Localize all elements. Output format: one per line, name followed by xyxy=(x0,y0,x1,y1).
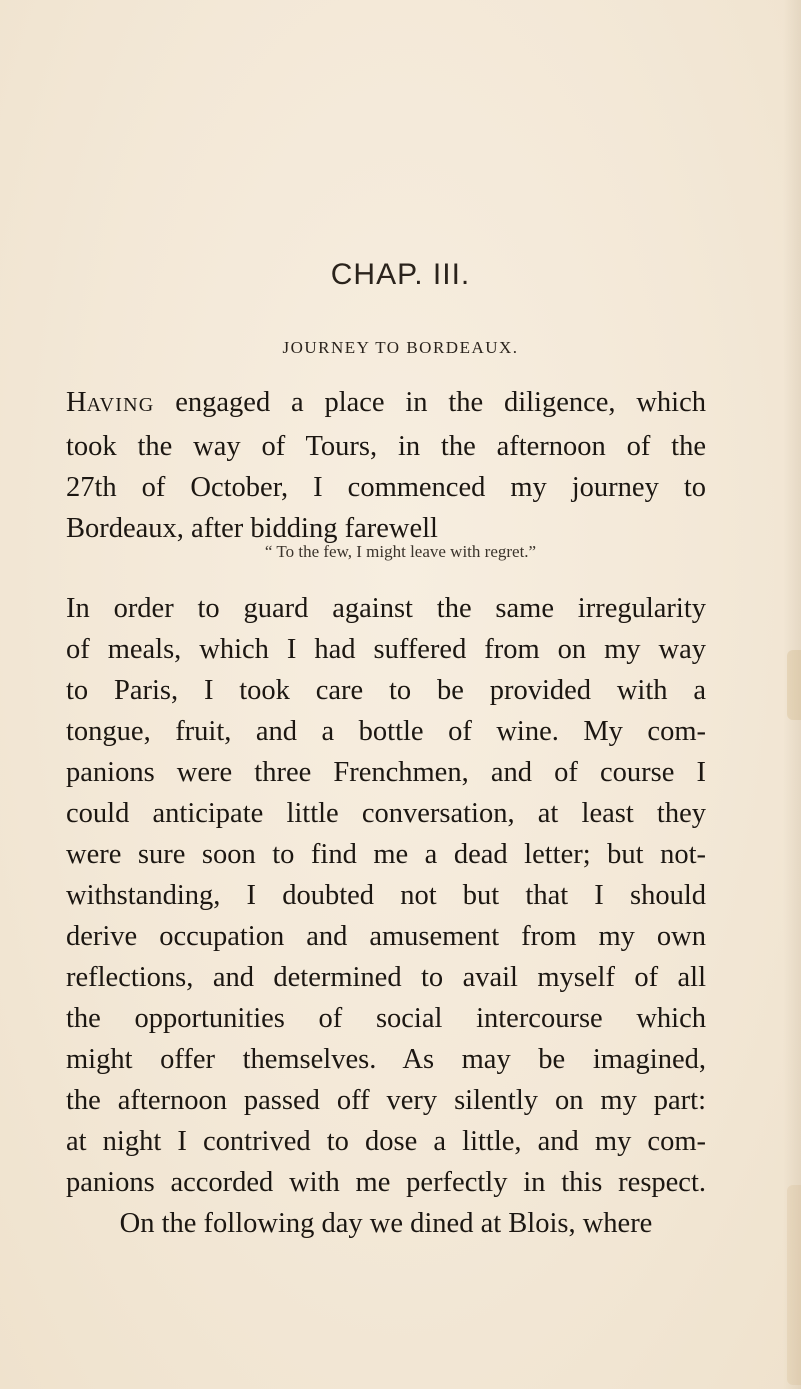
text-line: might offer themselves. As may be imagined, xyxy=(66,1044,706,1075)
text-line: were sure soon to find me a dead letter; but not- xyxy=(66,839,706,870)
text-line: Bordeaux, after bidding farewell xyxy=(66,513,438,544)
text-line: could anticipate little conversation, at least they xyxy=(66,798,706,829)
text-line: withstanding, I doubted not but that I should xyxy=(66,880,706,911)
text-line: of meals, which I had suffered from on my way xyxy=(66,634,706,665)
text-line: panions accorded with me perfectly in this respect. xyxy=(66,1167,706,1198)
verse-quote: “ To the few, I might leave with regret.” xyxy=(264,542,537,561)
dropcap-rest: AVING xyxy=(86,394,155,416)
page-stain xyxy=(787,1185,801,1385)
page-stain xyxy=(787,650,801,720)
text-line: On the following day we dined at Blois, where xyxy=(119,1208,653,1239)
chapter-subtitle: JOURNEY TO BORDEAUX. xyxy=(282,338,519,357)
text-line: the afternoon passed off very silently on my part: xyxy=(66,1085,706,1116)
text-line: In order to guard against the same irregularity xyxy=(66,593,706,624)
text-line: 27th of October, I commenced my journey to xyxy=(66,472,706,503)
text-line: took the way of Tours, in the afternoon of the xyxy=(66,431,706,462)
chapter-heading: CHAP. III. xyxy=(330,258,471,291)
text-line-content: engaged a place in the diligence, which xyxy=(154,387,706,418)
text-line: the opportunities of social intercourse which xyxy=(66,1003,706,1034)
text-line: derive occupation and amusement from my own xyxy=(66,921,706,952)
text-line: at night I contrived to dose a little, and my com- xyxy=(66,1126,706,1157)
text-line: panions were three Frenchmen, and of course I xyxy=(66,757,706,788)
dropcap-letter: H xyxy=(66,387,87,418)
paragraph-2 xyxy=(66,588,706,1244)
text-line xyxy=(66,382,706,426)
text-line: tongue, fruit, and a bottle of wine. My com- xyxy=(66,716,706,747)
paragraph-1 xyxy=(66,382,706,549)
text-line: to Paris, I took care to be provided with a xyxy=(66,675,706,706)
text-line: reflections, and determined to avail myself of all xyxy=(66,962,706,993)
